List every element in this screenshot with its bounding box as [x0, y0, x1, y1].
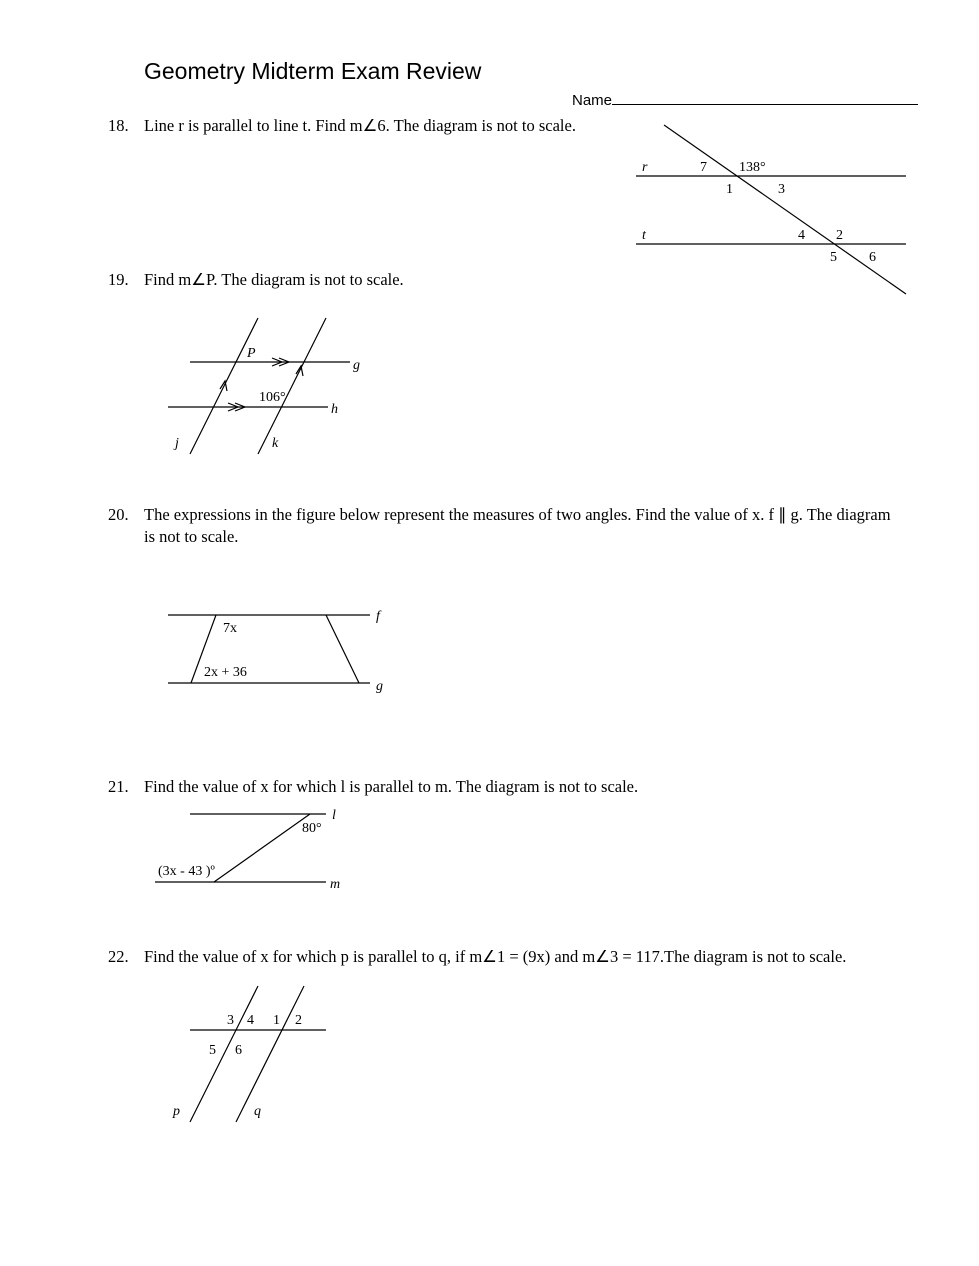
name-label: Name [572, 92, 613, 109]
q19-line-k [258, 318, 326, 454]
q18-angle-6: 6 [869, 250, 876, 265]
q20-label-f: f [376, 609, 380, 624]
question-text: Find m∠P. The diagram is not to scale. [144, 270, 404, 289]
q18-transversal [664, 125, 906, 294]
q20-diagram [168, 615, 370, 683]
q19-label-g: g [353, 358, 360, 373]
q18-angle-7: 7 [700, 160, 707, 175]
q18-angle-1: 1 [726, 182, 733, 197]
q18-angle-138: 138° [739, 160, 766, 175]
q22-angle-5: 5 [209, 1043, 216, 1058]
q18-angle-4: 4 [798, 228, 805, 243]
q21-transversal [214, 814, 310, 882]
q19-label-P: P [247, 346, 256, 361]
q19-line-j [190, 318, 258, 454]
q18-diagram [636, 125, 906, 294]
q19-diagram [168, 318, 350, 454]
q19-label-k: k [272, 436, 279, 451]
q21-angle-80: 80° [302, 821, 322, 836]
q18-angle-2: 2 [836, 228, 843, 243]
q20-expr-2x36: 2x + 36 [204, 665, 247, 680]
question-number: 19. [108, 270, 129, 289]
q18-angle-3: 3 [778, 182, 785, 197]
q18-angle-5: 5 [830, 250, 837, 265]
q22-angle-3: 3 [227, 1013, 234, 1028]
q18-label-t: t [642, 228, 646, 243]
q18-label-r: r [642, 160, 648, 175]
q22-label-p: p [173, 1104, 180, 1119]
q22-angle-2: 2 [295, 1013, 302, 1028]
q22-angle-4: 4 [247, 1013, 254, 1028]
question-text: Find the value of x for which l is parallel to m. The diagram is not to scale. [144, 777, 639, 796]
q22-line-p [190, 986, 258, 1122]
question-number: 20. [108, 505, 129, 524]
question-number: 21. [108, 777, 129, 796]
question-number: 22. [108, 947, 129, 966]
q21-label-m: m [330, 877, 341, 892]
q20-right-transversal [326, 615, 359, 683]
q22-line-q [236, 986, 304, 1122]
q20-expr-7x: 7x [223, 621, 237, 636]
question-number: 18. [108, 116, 129, 135]
q22-angle-6: 6 [235, 1043, 242, 1058]
question-text: Find the value of x for which p is parallel to q, if m∠1 = (9x) and m∠3 = 117.The diagram is not to scale. [144, 947, 847, 966]
question-text: Line r is parallel to line t. Find m∠6. The diagram is not to scale. [144, 116, 576, 135]
page-title: Geometry Midterm Exam Review [144, 58, 482, 84]
question-text: The expressions in the figure below represent the measures of two angles. Find the value of x. f ∥ g. The diagram is not to scale. [144, 505, 891, 546]
q19-angle-106: 106° [259, 390, 286, 405]
q21-expr: (3x - 43 )º [158, 864, 215, 879]
q22-angle-1: 1 [273, 1013, 280, 1028]
q19-label-h: h [331, 402, 338, 417]
q22-label-q: q [254, 1104, 261, 1119]
q19-label-j: j [175, 436, 179, 451]
q21-label-l: l [332, 808, 336, 823]
q20-label-g: g [376, 679, 383, 694]
